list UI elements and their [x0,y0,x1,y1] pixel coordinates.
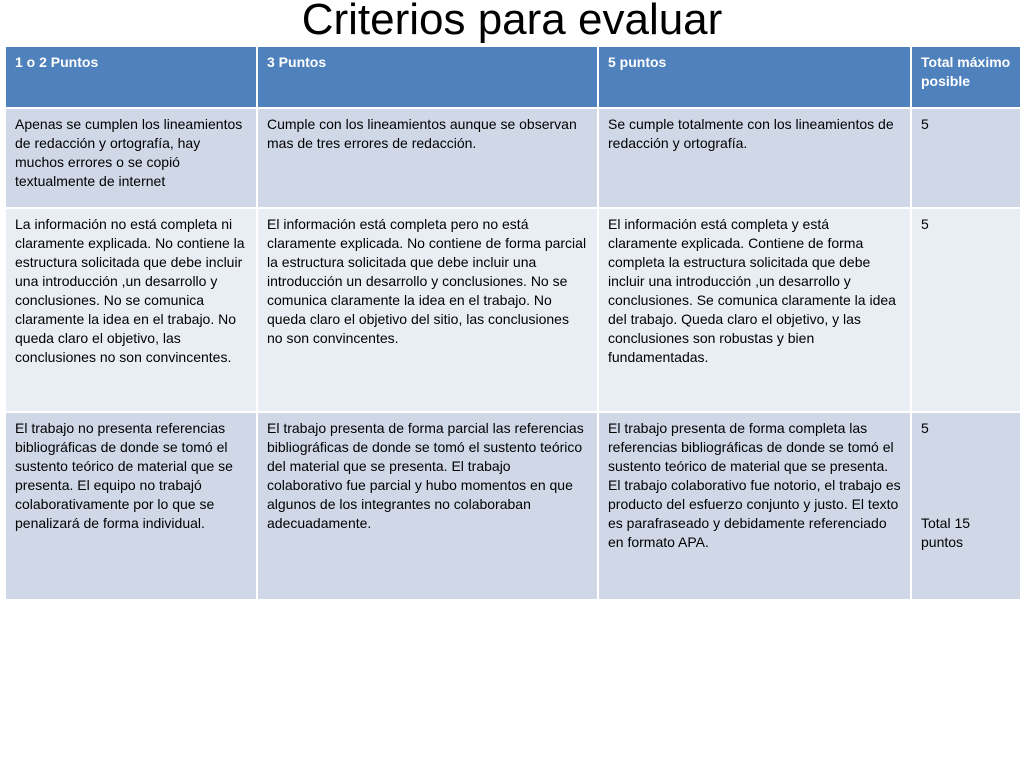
table-row [5,208,1021,412]
header-row [5,46,1021,108]
table-cell-total [911,412,1021,600]
grand-total-label: Total 15 puntos [921,515,971,550]
table-cell: El trabajo presenta de forma completa las referencias bibliográficas de donde se tomó el sustento teórico de material que se presenta. El trabajo colaborativo fue notorio, el trabajo es producto del esfuerzo conjunto y justo. El texto es parafraseado y debidamente referenciado en formato APA. [598,412,911,600]
table-cell: 5 [911,108,1021,208]
table-cell: La información no está completa ni claramente explicada. No contiene la estructura solicitada que debe incluir una introducción ,un desarrollo y conclusiones. No se comunica claramente la idea en el trabajo. No queda claro el objetivo, las conclusiones no son convincentes. [5,208,257,412]
header-cell-5-puntos: 5 puntos [598,46,911,108]
table-cell: 5 [911,208,1021,412]
table-row [5,412,1021,600]
header-cell-3-puntos: 3 Puntos [257,46,598,108]
slide-title: Criterios para evaluar [301,0,723,44]
table-cell: El trabajo no presenta referencias bibliográficas de donde se tomó el sustento teórico de material que se presenta. El equipo no trabajó colaborativamente por lo que se penalizará de forma individual. [5,412,257,600]
table-cell: El trabajo presenta de forma parcial las referencias bibliográficas de donde se tomó el sustento teórico del material que se presenta. El trabajo colaborativo fue parcial y hubo momentos en que algunos de los integrantes no colaboraban adecuadamente. [257,412,598,600]
header-cell-total-maximo: Total máximo posible [911,46,1021,108]
table-row [5,108,1021,208]
table-cell: Apenas se cumplen los lineamientos de redacción y ortografía, hay muchos errores o se copió textualmente de internet [5,108,257,208]
table-cell: El información está completa pero no está claramente explicada. No contiene de forma parcial la estructura solicitada que debe incluir una introducción un desarrollo y conclusiones. No se comunica claramente la idea en el trabajo. No queda claro el objetivo del sitio, las conclusiones no son convincentes. [257,208,598,412]
rubric-table [4,45,1022,601]
table-cell: Cumple con los lineamientos aunque se observan mas de tres errores de redacción. [257,108,598,208]
points-value: 5 [921,420,929,436]
table-cell: Se cumple totalmente con los lineamientos de redacción y ortografía. [598,108,911,208]
table-cell: El información está completa y está claramente explicada. Contiene de forma completa la estructura solicitada que debe incluir una introducción ,un desarrollo y conclusiones. Se comunica claramente la idea del trabajo. Queda claro el objetivo, y las conclusiones son robustas y bien fundamentadas. [598,208,911,412]
header-cell-1-2-puntos: 1 o 2 Puntos [5,46,257,108]
